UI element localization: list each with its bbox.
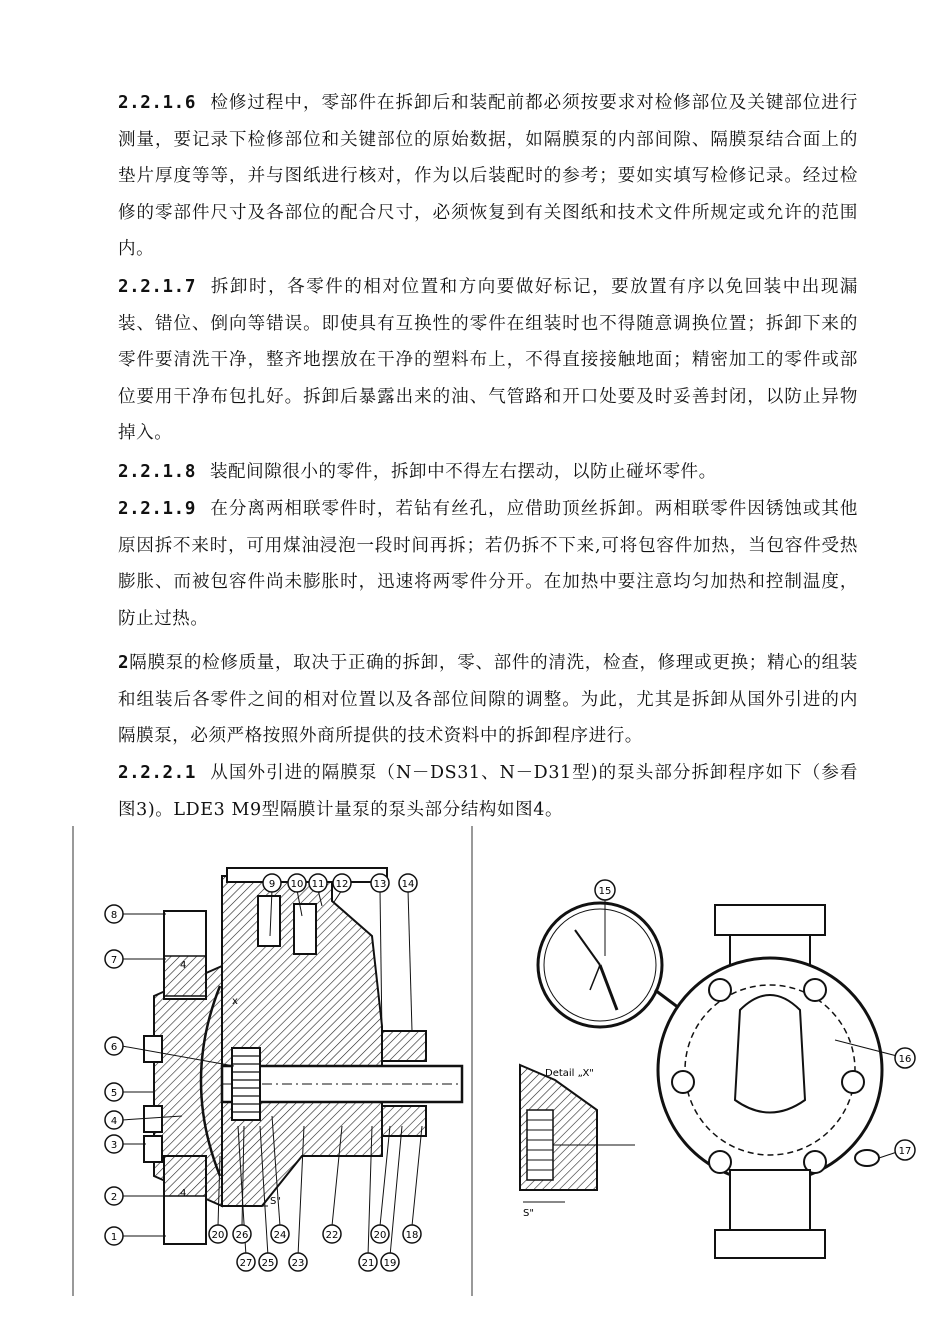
svg-text:x: x xyxy=(232,996,238,1007)
svg-text:S": S" xyxy=(523,1208,534,1219)
svg-text:15: 15 xyxy=(598,886,612,897)
paragraph-text: 隔膜泵的检修质量，取决于正确的拆卸，零、部件的清洗，检查，修理或更换；精心的组装和组装后各零件之间的相对位置以及各部位间隙的调整。为此，尤其是拆卸从国外引进的内隔膜泵，必须严格按照外商所提供的技术资料中的拆卸程序进行。 xyxy=(118,653,858,746)
svg-text:9: 9 xyxy=(268,879,276,890)
svg-text:20: 20 xyxy=(211,1230,225,1241)
svg-text:10: 10 xyxy=(290,879,304,890)
paragraph-text: 拆卸时，各零件的相对位置和方向要做好标记，要放置有序以免回装中出现漏装、错位、倒向等错误。即使具有互换性的零件在组装时也不得随意调换位置；拆卸下来的零件要清洗干净，整齐地摆放在干净的塑料布上，不得直接接触地面；精密加工的零件或部位要用干净布包扎好。拆卸后暴露出来的油、气管路和开口处要及时妥善封闭，以防止异物掉入。 xyxy=(118,277,858,443)
svg-text:22: 22 xyxy=(325,1230,339,1241)
paragraph-text: 在分离两相联零件时，若钻有丝孔，应借助顶丝拆卸。两相联零件因锈蚀或其他原因拆不来时，可用煤油浸泡一段时间再拆；若仍拆不下来,可将包容件加热，当包容件受热膨胀、而被包容件尚未膨胀时，迅速将两零件分开。在加热中要注意均匀加热和控制温度，防止过热。 xyxy=(118,499,858,629)
svg-text:13: 13 xyxy=(373,879,387,890)
paragraph-2-2-1-7 xyxy=(118,269,858,452)
svg-text:27: 27 xyxy=(239,1258,253,1269)
svg-text:Detail „X": Detail „X" xyxy=(545,1068,594,1079)
svg-text:12: 12 xyxy=(335,879,349,890)
svg-text:21: 21 xyxy=(361,1258,375,1269)
section-number: 2.2.1.7 xyxy=(118,277,196,297)
svg-text:4: 4 xyxy=(180,1188,187,1199)
svg-text:23: 23 xyxy=(291,1258,305,1269)
section-number: 2.2.1.9 xyxy=(118,499,196,519)
svg-text:5: 5 xyxy=(110,1088,118,1099)
section-number: 2.2.2.1 xyxy=(118,763,196,783)
paragraph-text: 检修过程中，零部件在拆卸后和装配前都必须按要求对检修部位及关键部位进行测量，要记录下检修部位和关键部位的原始数据，如隔膜泵的内部间隙、隔膜泵结合面上的垫片厚度等等，并与图纸进行核对，作为以后装配时的参考；要如实填写检修记录。经过检修的零部件尺寸及各部位的配合尺寸，必须恢复到有关图纸和技术文件所规定或允许的范围内。 xyxy=(118,93,858,259)
paragraph-2-2-1-8 xyxy=(118,454,858,491)
svg-text:24: 24 xyxy=(273,1230,287,1241)
svg-text:26: 26 xyxy=(235,1230,249,1241)
svg-text:1: 1 xyxy=(110,1232,118,1243)
figure-4-pump-head-gauge-view xyxy=(505,870,930,1295)
section-number: 2.2.1.8 xyxy=(118,462,196,482)
paragraph-2 xyxy=(118,645,858,755)
svg-text:4: 4 xyxy=(110,1116,118,1127)
paragraph-2-2-2-1 xyxy=(118,755,858,828)
paragraph-2-2-1-9 xyxy=(118,491,858,637)
svg-text:S": S" xyxy=(270,1196,281,1207)
figure-3-pump-head-section xyxy=(72,826,477,1296)
section-number: 2 xyxy=(118,653,130,673)
svg-text:3: 3 xyxy=(110,1140,118,1151)
svg-text:11: 11 xyxy=(311,879,325,890)
section-number: 2.2.1.6 xyxy=(118,93,196,113)
svg-text:7: 7 xyxy=(110,955,118,966)
svg-text:20: 20 xyxy=(373,1230,387,1241)
svg-text:25: 25 xyxy=(261,1258,275,1269)
paragraph-2-2-1-6 xyxy=(118,85,858,268)
svg-text:16: 16 xyxy=(898,1054,912,1065)
svg-text:8: 8 xyxy=(110,910,118,921)
svg-text:18: 18 xyxy=(405,1230,419,1241)
svg-text:17: 17 xyxy=(898,1146,912,1157)
svg-text:4: 4 xyxy=(180,960,187,971)
paragraph-text: 装配间隙很小的零件，拆卸中不得左右摆动，以防止碰坏零件。 xyxy=(209,462,717,482)
svg-text:2: 2 xyxy=(110,1192,118,1203)
svg-text:6: 6 xyxy=(110,1042,118,1053)
svg-text:14: 14 xyxy=(401,879,415,890)
svg-text:19: 19 xyxy=(383,1258,397,1269)
paragraph-text: 从国外引进的隔膜泵（N－DS31、N－D31型)的泵头部分拆卸程序如下（参看图3)。LDE3 M9型隔膜计量泵的泵头部分结构如图4。 xyxy=(118,763,858,820)
